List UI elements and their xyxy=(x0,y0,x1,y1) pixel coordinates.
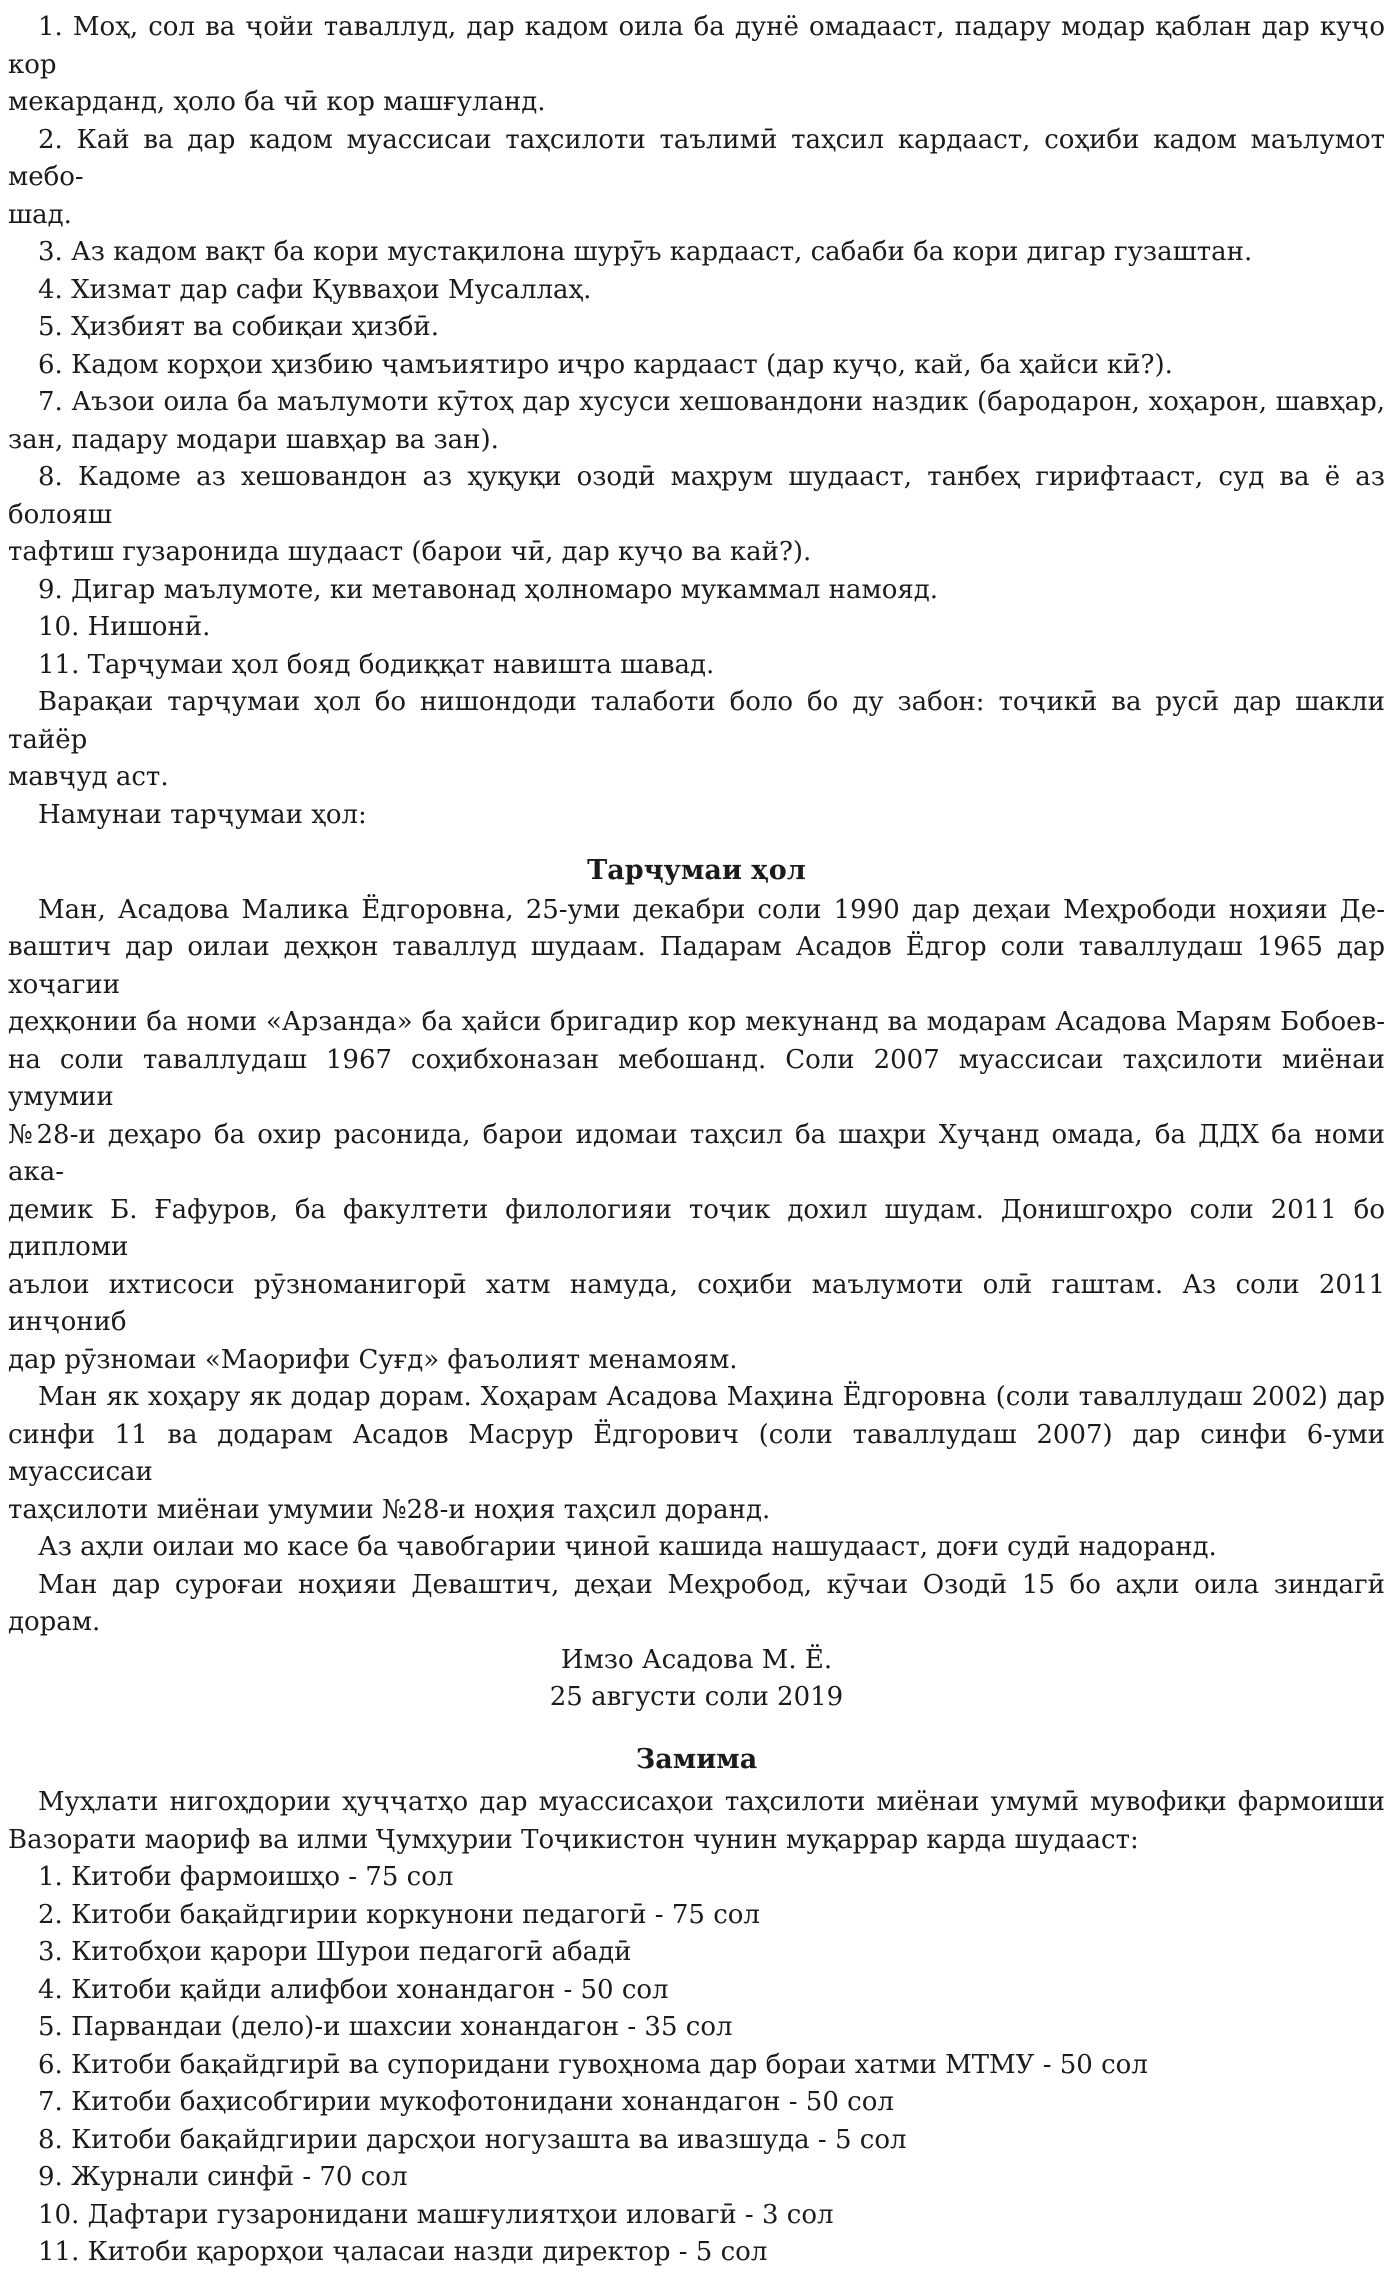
text-line: 11. Китоби қарорҳои ҷаласаи назди директор - 5 сол xyxy=(38,2237,768,2267)
paragraph xyxy=(8,572,1385,610)
text-line: демик Б. Ғафуров, ба факултети филологияи тоҷик дохил шудам. Донишгоҳро соли 2011 бо дипломи xyxy=(8,1194,1385,1262)
text-line: 8. Кадоме аз хешовандон аз ҳуқуқи озодӣ маҳрум шудааст, танбеҳ гирифтааст, суд ва ё аз болояш xyxy=(8,462,1385,530)
signature-line: 25 августи соли 2019 xyxy=(549,1682,844,1712)
text-line: 10. Нишонӣ. xyxy=(38,612,211,642)
paragraph xyxy=(8,684,1385,797)
text-line: 1. Моҳ, сол ва ҷойи таваллуд, дар кадом оила ба дунё омадааст, падару модар қаблан дар куҷо кор xyxy=(8,12,1385,80)
text-line: на соли таваллудаш 1967 соҳибхоназан мебошанд. Соли 2007 муассисаи таҳсилоти миёнаи умумии xyxy=(8,1044,1385,1112)
text-line: 10. Дафтари гузаронидани машғулиятҳои иловагӣ - 3 сол xyxy=(38,2199,834,2230)
paragraph xyxy=(8,1897,1385,1935)
text-line: 3. Аз кадом вақт ба кори мустақилона шурӯъ кардааст, сабаби ба кори дигар гузаштан. xyxy=(38,237,1253,267)
text-line: Ман дар суроғаи ноҳияи Деваштич, деҳаи Меҳробод, кӯчаи Озодӣ 15 бо аҳли оила зиндагӣ дорам. xyxy=(8,1569,1385,1637)
signature-line: Имзо Асадова М. Ё. xyxy=(560,1644,833,1675)
text-line: 3. Китобҳои қарори Шурои педагогӣ абадӣ xyxy=(38,1937,632,1967)
text-line: Ман, Асадова Малика Ёдгоровна, 25-уми декабри соли 1990 дар деҳаи Меҳрободи ноҳияи Де- xyxy=(38,894,1385,925)
text-line: Аз аҳли оилаи мо касе ба ҷавобгарии ҷиноӣ кашида нашудааст, доғи судӣ надоранд. xyxy=(38,1532,1217,1562)
paragraph xyxy=(8,2234,1385,2272)
text-line: 2. Китоби бақайдгирии коркунони педагогӣ - 75 сол xyxy=(38,1899,760,1930)
text-line: 1. Китоби фармоишҳо - 75 сол xyxy=(38,1862,454,1892)
text-line: дар рӯзномаи «Маорифи Суғд» фаъолият менамоям. xyxy=(8,1344,738,1375)
paragraph xyxy=(8,2159,1385,2197)
text-line: 9. Дигар маълумоте, ки метавонад ҳолномаро мукаммал намояд. xyxy=(38,574,939,605)
paragraph xyxy=(8,1784,1385,1859)
text-line: мекарданд, ҳоло ба чӣ кор машғуланд. xyxy=(8,87,546,117)
paragraph xyxy=(8,2047,1385,2085)
paragraph xyxy=(8,459,1385,572)
text-line: зан, падару модари шавҳар ва зан). xyxy=(8,424,499,455)
paragraph xyxy=(8,384,1385,459)
text-line: Намунаи тарҷумаи ҳол: xyxy=(38,799,367,830)
text-line: таҳсилоти миёнаи умумии №28-и ноҳия таҳсил доранд. xyxy=(8,1494,771,1525)
text-line: аълои ихтисоси рӯзноманигорӣ хатм намуда, соҳиби маълумоти олӣ гаштам. Аз соли 2011 инҷониб xyxy=(8,1269,1385,1337)
signature-block xyxy=(8,1642,1385,1717)
paragraph xyxy=(8,2009,1385,2047)
text-line: Ман як хоҳару як додар дорам. Хоҳарам Асадова Маҳина Ёдгоровна (соли таваллудаш 2002) дар xyxy=(38,1382,1385,1412)
section-heading: Замима xyxy=(635,1743,758,1775)
paragraph xyxy=(8,1567,1385,1642)
text-line: 5. Парвандаи (дело)-и шахсии хонандагон - 35 сол xyxy=(38,2012,733,2042)
paragraph xyxy=(8,1529,1385,1567)
text-line: 11. Тарҷумаи ҳол бояд бодиққат навишта шавад. xyxy=(38,649,715,680)
paragraph xyxy=(8,234,1385,272)
text-line: №28-и деҳаро ба охир расонида, барои идомаи таҳсил ба шаҳри Хуҷанд омада, ба ДДХ ба номи ака- xyxy=(8,1119,1385,1187)
text-line: 2. Кай ва дар кадом муассисаи таҳсилоти таълимӣ таҳсил кардааст, соҳиби кадом маълумот мебо- xyxy=(8,124,1385,192)
text-line: Вазорати маориф ва илми Ҷумҳурии Тоҷикистон чунин муқаррар карда шудааст: xyxy=(8,1824,1139,1855)
paragraph xyxy=(8,1934,1385,1972)
text-line: 4. Хизмат дар сафи Қувваҳои Мусаллаҳ. xyxy=(38,274,592,305)
text-line: 8. Китоби бақайдгирии дарсҳои ногузашта ва ивазшуда - 5 сол xyxy=(38,2124,907,2155)
text-line: Варақаи тарҷумаи ҳол бо нишондоди талаботи боло бо ду забон: тоҷикӣ ва русӣ дар шакли тайёр xyxy=(8,687,1385,755)
text-line: синфи 11 ва додарам Асадов Масрур Ёдгорович (соли таваллудаш 2007) дар синфи 6-уми муассисаи xyxy=(8,1419,1385,1487)
paragraph xyxy=(8,2122,1385,2160)
section-heading: Тарҷумаи ҳол xyxy=(587,855,806,886)
paragraph xyxy=(8,647,1385,685)
text-line: 4. Китоби қайди алифбои хонандагон - 50 сол xyxy=(38,1974,669,2005)
paragraph xyxy=(8,609,1385,647)
text-line: шад. xyxy=(8,199,72,230)
text-line: 7. Китоби баҳисобгирии мукофотонидани хонандагон - 50 сол xyxy=(38,2087,894,2117)
text-line: 7. Аъзои оила ба маълумоти кӯтоҳ дар хусуси хешовандони наздик (бародарон, хоҳарон, шавҳар, xyxy=(38,387,1385,417)
text-line: 5. Ҳизбият ва собиқаи ҳизбӣ. xyxy=(38,312,439,342)
text-line: мавҷуд аст. xyxy=(8,762,169,792)
text-line: 9. Журнали синфӣ - 70 сол xyxy=(38,2162,408,2192)
paragraph xyxy=(8,1859,1385,1897)
paragraph xyxy=(8,347,1385,385)
paragraph xyxy=(8,1379,1385,1529)
paragraph xyxy=(8,2197,1385,2235)
paragraph xyxy=(8,309,1385,347)
text-line: 6. Кадом корҳои ҳизбию ҷамъиятиро иҷро кардааст (дар куҷо, кай, ба ҳайси кӣ?). xyxy=(38,349,1173,380)
paragraph xyxy=(8,9,1385,122)
paragraph xyxy=(8,1972,1385,2010)
paragraph xyxy=(8,2084,1385,2122)
text-line: ваштич дар оилаи деҳқон таваллуд шудаам. Падарам Асадов Ёдгор соли таваллудаш 1965 дар хоҷагии xyxy=(8,932,1385,1000)
text-line: Муҳлати нигоҳдории ҳуҷҷатҳо дар муассисаҳои таҳсилоти миёнаи умумӣ мувофиқи фармоиши xyxy=(38,1787,1385,1817)
paragraph xyxy=(8,892,1385,1380)
text-line: 6. Китоби бақайдгирӣ ва супоридани гувоҳнома дар бораи хатми МТМУ - 50 сол xyxy=(38,2049,1148,2080)
text-line: тафтиш гузаронида шудааст (барои чӣ, дар куҷо ва кай?). xyxy=(8,537,812,567)
paragraph xyxy=(8,272,1385,310)
text-line: деҳқонии ба номи «Арзанда» ба ҳайси бригадир кор мекунанд ва модарам Асадова Марям Бобоев- xyxy=(8,1007,1385,1037)
paragraph xyxy=(8,797,1385,835)
paragraph xyxy=(8,122,1385,235)
